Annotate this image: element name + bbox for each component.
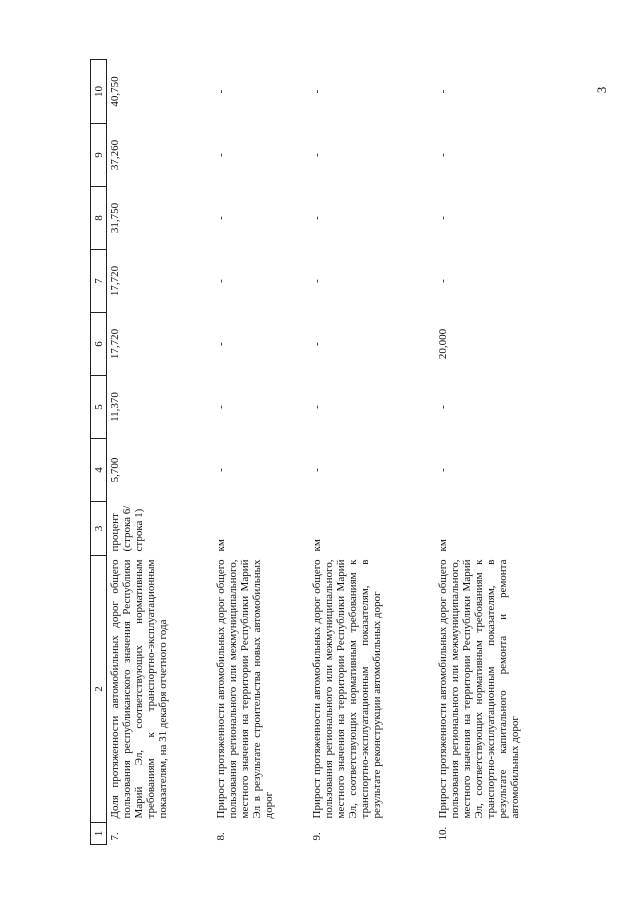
header-cell-col-8: 8 <box>91 187 107 250</box>
header-cell-col-9: 9 <box>91 124 107 187</box>
value-cell: - <box>437 153 449 157</box>
indicator-table-rotated <box>90 60 606 845</box>
indicator-table <box>90 59 587 845</box>
value-cell: - <box>311 89 323 94</box>
value-cell: - <box>215 279 227 283</box>
value-cell: - <box>215 468 227 472</box>
value-cell: 11,370 <box>109 392 121 422</box>
value-cell: - <box>437 89 449 94</box>
value-cell: 5,700 <box>109 457 121 483</box>
value-cell: - <box>215 153 227 157</box>
value-cell: - <box>437 279 449 283</box>
value-cell: - <box>311 405 323 409</box>
value-cell: - <box>437 216 449 220</box>
row-number: 10. <box>437 826 449 841</box>
unit-cell: км <box>311 539 323 552</box>
value-cell: - <box>215 405 227 409</box>
indicator-name: Прирост протяженности автомобильных дорог общего пользования регионального или межмуниципального, местного значения на территории Республики Марий Эл в результате строительства новых автомобильных дорог <box>215 559 275 819</box>
header-row <box>91 60 107 845</box>
value-cell: 17,720 <box>109 328 121 360</box>
value-cell: 40,750 <box>109 76 121 107</box>
value-cell: 20,000 <box>437 328 449 360</box>
value-cell: 17,720 <box>109 265 121 297</box>
header-cell-col-3: 3 <box>91 502 107 556</box>
unit-cell: км <box>437 539 449 552</box>
value-cell: - <box>311 342 323 346</box>
header-cell-col-2: 2 <box>91 556 107 823</box>
indicator-name: Доля протяженности автомобильных дорог общего пользования республиканского значения Республики Марий Эл, соответствующих нормативным требованиям к транспортно-эксплуатационным показателям, на 31 декабря отчетного года <box>109 559 169 819</box>
value-cell: - <box>215 216 227 220</box>
value-cell: - <box>437 468 449 472</box>
header-cell-col-7: 7 <box>91 250 107 313</box>
indicator-name: Прирост протяженности автомобильных дорог общего пользования регионального или межмуниципального, местного значения на территории Республики Марий Эл, соответствующих нормативным требованиям к транспортно-эксплуатационным показателям, в результате реконструкции автомобильных дорог <box>311 559 383 819</box>
table-row <box>213 60 309 845</box>
value-cell: 37,260 <box>109 139 121 171</box>
value-cell: - <box>311 279 323 283</box>
table-row <box>309 60 435 845</box>
header-cell-col-1: 1 <box>91 823 107 845</box>
header-cell-col-4: 4 <box>91 439 107 502</box>
table-row <box>435 60 587 845</box>
table-row <box>107 60 214 845</box>
value-cell: - <box>215 342 227 346</box>
indicator-name: Прирост протяженности автомобильных дорог общего пользования регионального или межмуниципального, местного значения на территории Республики Марий Эл, соответствующих нормативным требованиям к транспортно-эксплуатационным показателям, в результате капитального ремонта и ремонта автомобильных дорог <box>437 559 521 819</box>
unit-cell: км <box>215 539 227 552</box>
value-cell: - <box>437 405 449 409</box>
header-cell-col-5: 5 <box>91 376 107 439</box>
value-cell: 31,750 <box>109 202 121 234</box>
unit-cell: процент (строка 6/ строка 1) <box>109 505 145 552</box>
row-number: 8. <box>215 832 227 841</box>
value-cell: - <box>311 153 323 157</box>
page-number: 3 <box>594 86 609 94</box>
value-cell: - <box>311 468 323 472</box>
value-cell: - <box>215 89 227 94</box>
header-cell-col-6: 6 <box>91 313 107 376</box>
value-cell: - <box>311 216 323 220</box>
row-number: 9. <box>311 832 323 841</box>
header-cell-col-10: 10 <box>91 60 107 124</box>
row-number: 7. <box>109 832 121 841</box>
